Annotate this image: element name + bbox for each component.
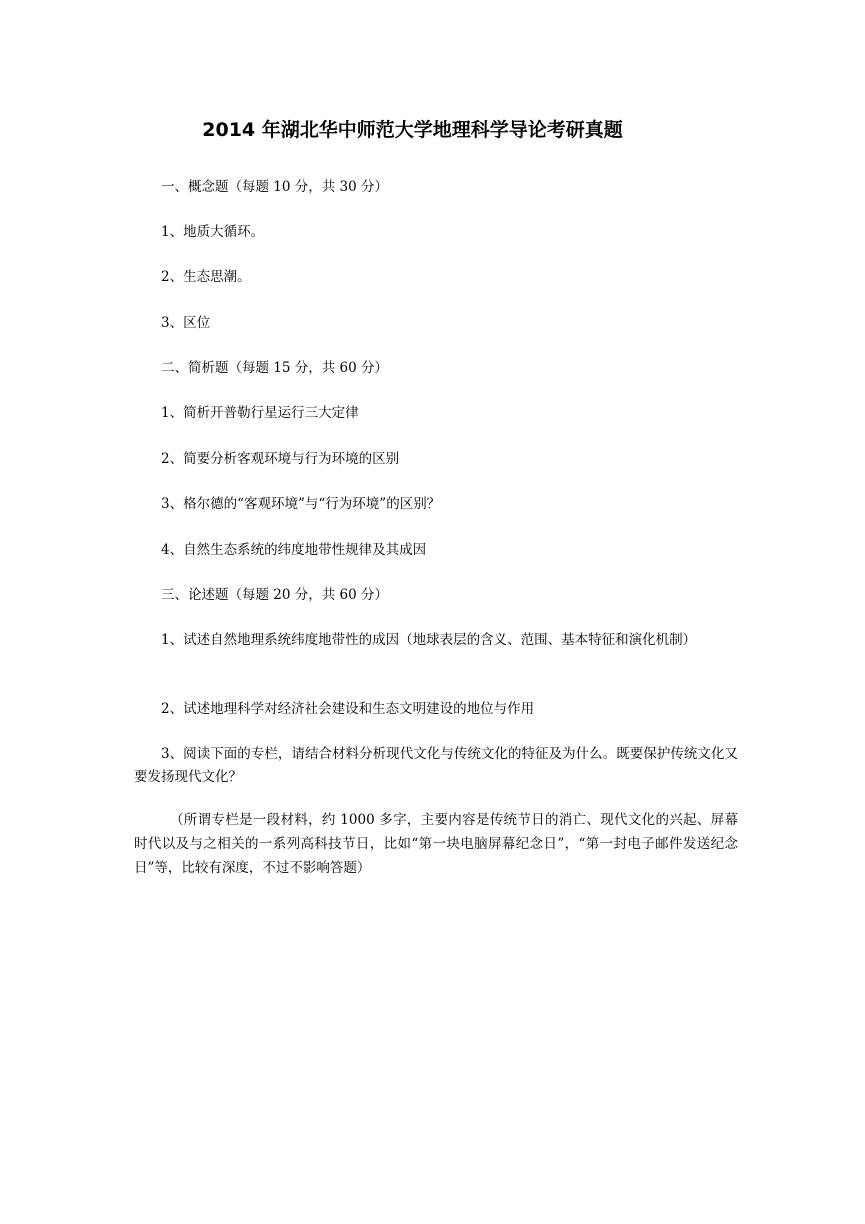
section3-item-1: 1、试述自然地理系统纬度地带性的成因（地球表层的含义、范围、基本特征和演化机制）: [161, 632, 697, 648]
section1-item-2: 2、生态思潮。: [161, 269, 251, 285]
column-note: （所谓专栏是一段材料，约 1000 多字，主要内容是传统节日的消亡、现代文化的兴起、屏幕时代以及与之相关的一系列高科技节日，比如“第一块电脑屏幕纪念日”，“第一封电子邮件发送纪念日”等，比较有深度，不过不影响答题）: [134, 812, 738, 876]
section3-item-2: 2、试述地理科学对经济社会建设和生态文明建设的地位与作用: [161, 701, 535, 717]
section2-item-4: 4、自然生态系统的纬度地带性规律及其成因: [161, 542, 427, 558]
section1-heading: 一、概念题（每题 10 分，共 30 分）: [161, 179, 389, 195]
section2-item-3: 3、格尔德的“客观环境”与“行为环境”的区别？: [161, 496, 441, 512]
section2-item-2: 2、简要分析客观环境与行为环境的区别: [161, 451, 400, 467]
section3-item-3: 3、阅读下面的专栏，请结合材料分析现代文化与传统文化的特征及为什么。既要保护传统文化又要发扬现代文化？: [134, 746, 738, 785]
section2-heading: 二、简析题（每题 15 分，共 60 分）: [161, 360, 389, 376]
section3-heading: 三、论述题（每题 20 分，共 60 分）: [161, 587, 389, 603]
section1-item-1: 1、地质大循环。: [161, 224, 265, 240]
page-title: 2014 年湖北华中师范大学地理科学导论考研真题: [202, 119, 623, 141]
section1-item-3: 3、区位: [161, 315, 211, 331]
section2-item-1: 1、简析开普勒行星运行三大定律: [161, 405, 359, 421]
